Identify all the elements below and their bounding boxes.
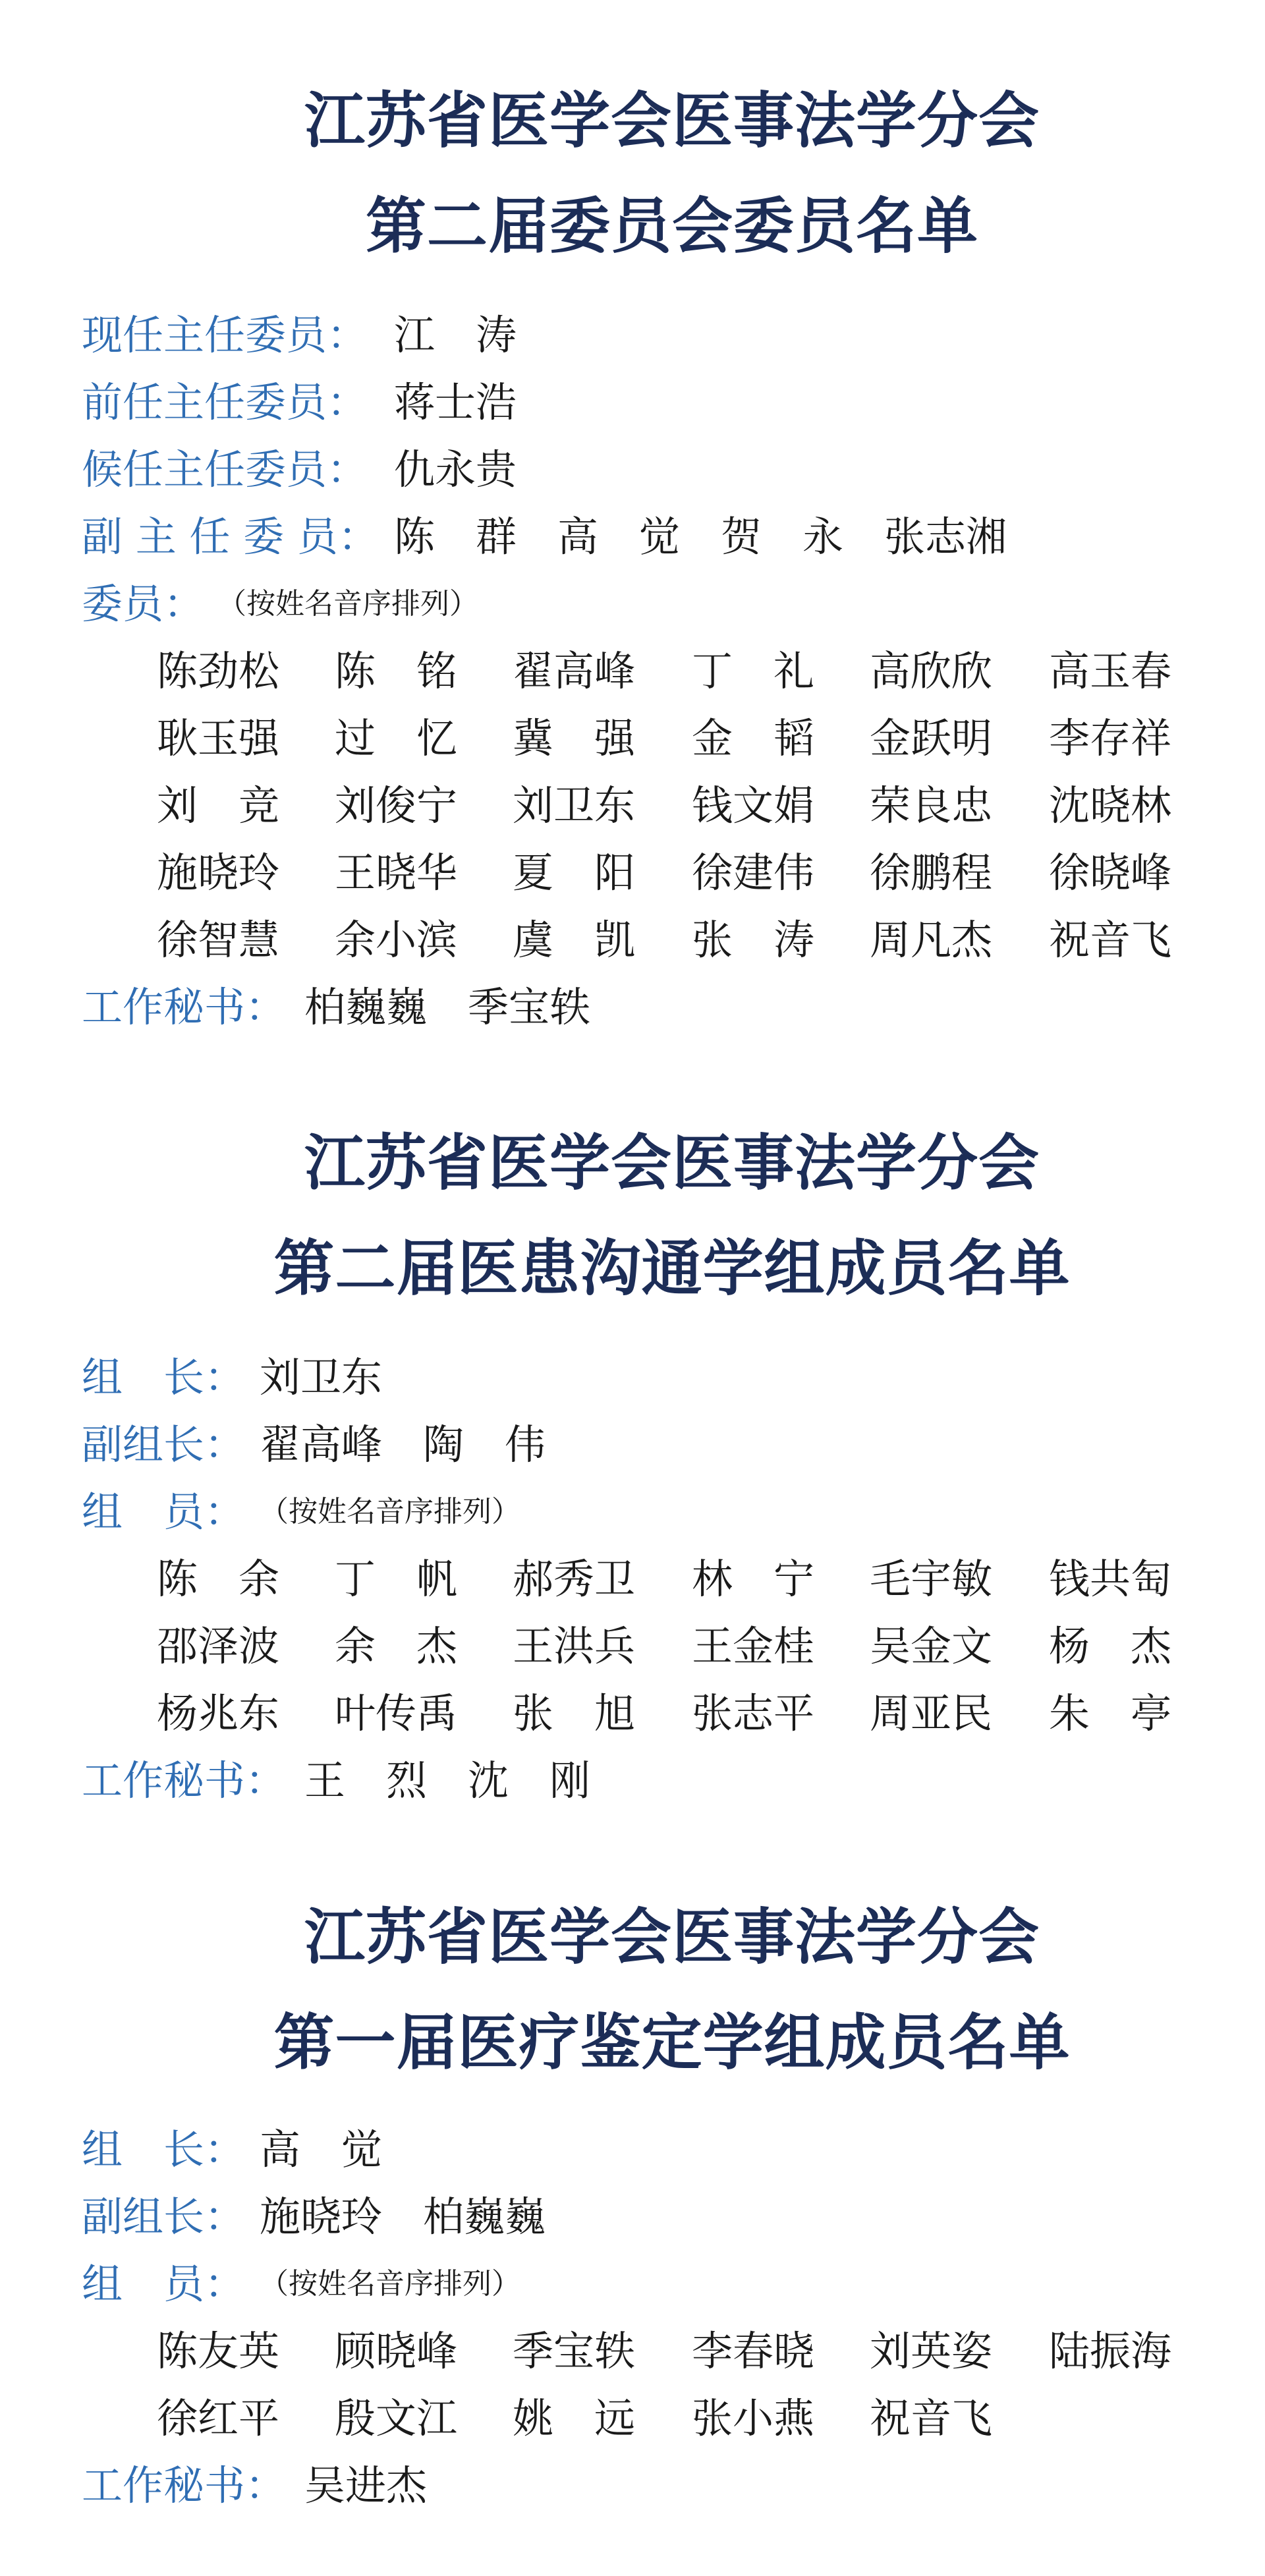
member-name: 耿玉强 [157, 714, 280, 762]
member-name: 季宝轶 [513, 2327, 636, 2375]
member-name: 朱 亭 [1049, 1689, 1172, 1737]
label: 前任主任委员： [82, 378, 368, 426]
member-name: 徐智慧 [157, 916, 280, 964]
label: 工作秘书： [82, 983, 287, 1031]
value: 蒋士浩 [394, 378, 517, 426]
member-name: 祝音飞 [1049, 916, 1172, 964]
value: 翟高峰 陶 伟 [260, 1420, 546, 1469]
member-name: 祝音飞 [870, 2394, 993, 2442]
order-note: （按姓名音序排列） [260, 2267, 520, 2301]
label: 候任主任委员： [82, 445, 368, 493]
value: 高 觉 [260, 2125, 383, 2173]
label: 组 长： [82, 2125, 246, 2173]
member-name: 王金桂 [692, 1622, 815, 1670]
member-name: 邵泽波 [157, 1622, 280, 1670]
member-name: 张 涛 [692, 916, 815, 964]
member-name: 高欣欣 [870, 647, 993, 695]
label: 组 员： [82, 1488, 246, 1536]
member-name: 陈友英 [157, 2327, 280, 2375]
member-name: 高玉春 [1049, 647, 1172, 695]
member-name: 陈 铭 [335, 647, 458, 695]
member-name: 施晓玲 [157, 849, 280, 897]
member-name: 钱文娟 [692, 781, 815, 829]
section-title-line1: 江苏省医学会医事法学分会 [304, 1128, 1040, 1198]
value: 陈 群 高 觉 贺 永 张志湘 [394, 513, 1007, 561]
member-name: 过 忆 [335, 714, 458, 762]
value: 吴进杰 [304, 2461, 428, 2509]
member-name: 刘卫东 [513, 781, 636, 829]
member-name: 丁 礼 [692, 647, 815, 695]
section-title-line2: 第一届医疗鉴定学组成员名单 [273, 2007, 1071, 2078]
member-name: 徐建伟 [692, 849, 815, 897]
member-name: 钱共匋 [1049, 1555, 1172, 1603]
member-name: 李春晓 [692, 2327, 815, 2375]
label: 工作秘书： [82, 2461, 287, 2509]
member-name: 徐晓峰 [1049, 849, 1172, 897]
order-note: （按姓名音序排列） [217, 587, 478, 621]
member-name: 金 韬 [692, 714, 815, 762]
member-name: 徐鹏程 [870, 849, 993, 897]
value: 柏巍巍 季宝轶 [304, 983, 591, 1031]
member-name: 郝秀卫 [513, 1555, 636, 1603]
member-name: 张志平 [692, 1689, 815, 1737]
member-name: 顾晓峰 [335, 2327, 458, 2375]
member-name: 刘俊宁 [335, 781, 458, 829]
member-name: 姚 远 [513, 2394, 636, 2442]
value: 施晓玲 柏巍巍 [260, 2193, 546, 2241]
section-title-line1: 江苏省医学会医事法学分会 [304, 86, 1040, 156]
label: 副组长： [82, 2193, 246, 2241]
member-name: 丁 帆 [335, 1555, 458, 1603]
member-name: 吴金文 [870, 1622, 993, 1670]
member-name: 叶传禹 [335, 1689, 458, 1737]
member-name: 夏 阳 [513, 849, 636, 897]
member-name: 陈 余 [157, 1555, 280, 1603]
member-name: 翟高峰 [513, 647, 636, 695]
member-name: 杨兆东 [157, 1689, 280, 1737]
member-name: 周亚民 [870, 1689, 993, 1737]
member-name: 余 杰 [335, 1622, 458, 1670]
member-name: 张小燕 [692, 2394, 815, 2442]
label: 委员： [82, 580, 205, 628]
member-name: 刘 竞 [157, 781, 280, 829]
section-title-line2: 第二届委员会委员名单 [365, 191, 978, 262]
section-title-line1: 江苏省医学会医事法学分会 [304, 1902, 1040, 1973]
value: 刘卫东 [260, 1353, 383, 1401]
value: 王 烈 沈 刚 [304, 1756, 591, 1805]
member-name: 陆振海 [1049, 2327, 1172, 2375]
member-name: 杨 杰 [1049, 1622, 1172, 1670]
member-name: 王洪兵 [513, 1622, 636, 1670]
order-note: （按姓名音序排列） [260, 1495, 520, 1528]
member-name: 殷文江 [335, 2394, 458, 2442]
member-name: 沈晓林 [1049, 781, 1172, 829]
label: 工作秘书： [82, 1756, 287, 1805]
member-name: 李存祥 [1049, 714, 1172, 762]
label: 组 长： [82, 1353, 246, 1401]
member-name: 毛宇敏 [870, 1555, 993, 1603]
member-name: 林 宁 [692, 1555, 815, 1603]
label: 副 主 任 委 员： [82, 513, 379, 561]
member-name: 荣良忠 [870, 781, 993, 829]
member-name: 周凡杰 [870, 916, 993, 964]
member-name: 冀 强 [513, 714, 636, 762]
member-name: 虞 凯 [513, 916, 636, 964]
label: 组 员： [82, 2260, 246, 2308]
label: 现任主任委员： [82, 311, 368, 359]
member-name: 陈劲松 [157, 647, 280, 695]
member-name: 徐红平 [157, 2394, 280, 2442]
value: 仇永贵 [394, 445, 517, 493]
member-name: 张 旭 [513, 1689, 636, 1737]
member-name: 金跃明 [870, 714, 993, 762]
value: 江 涛 [394, 311, 517, 359]
member-name: 刘英姿 [870, 2327, 993, 2375]
label: 副组长： [82, 1420, 246, 1469]
member-name: 王晓华 [335, 849, 458, 897]
member-name: 余小滨 [335, 916, 458, 964]
section-title-line2: 第二届医患沟通学组成员名单 [273, 1233, 1071, 1304]
